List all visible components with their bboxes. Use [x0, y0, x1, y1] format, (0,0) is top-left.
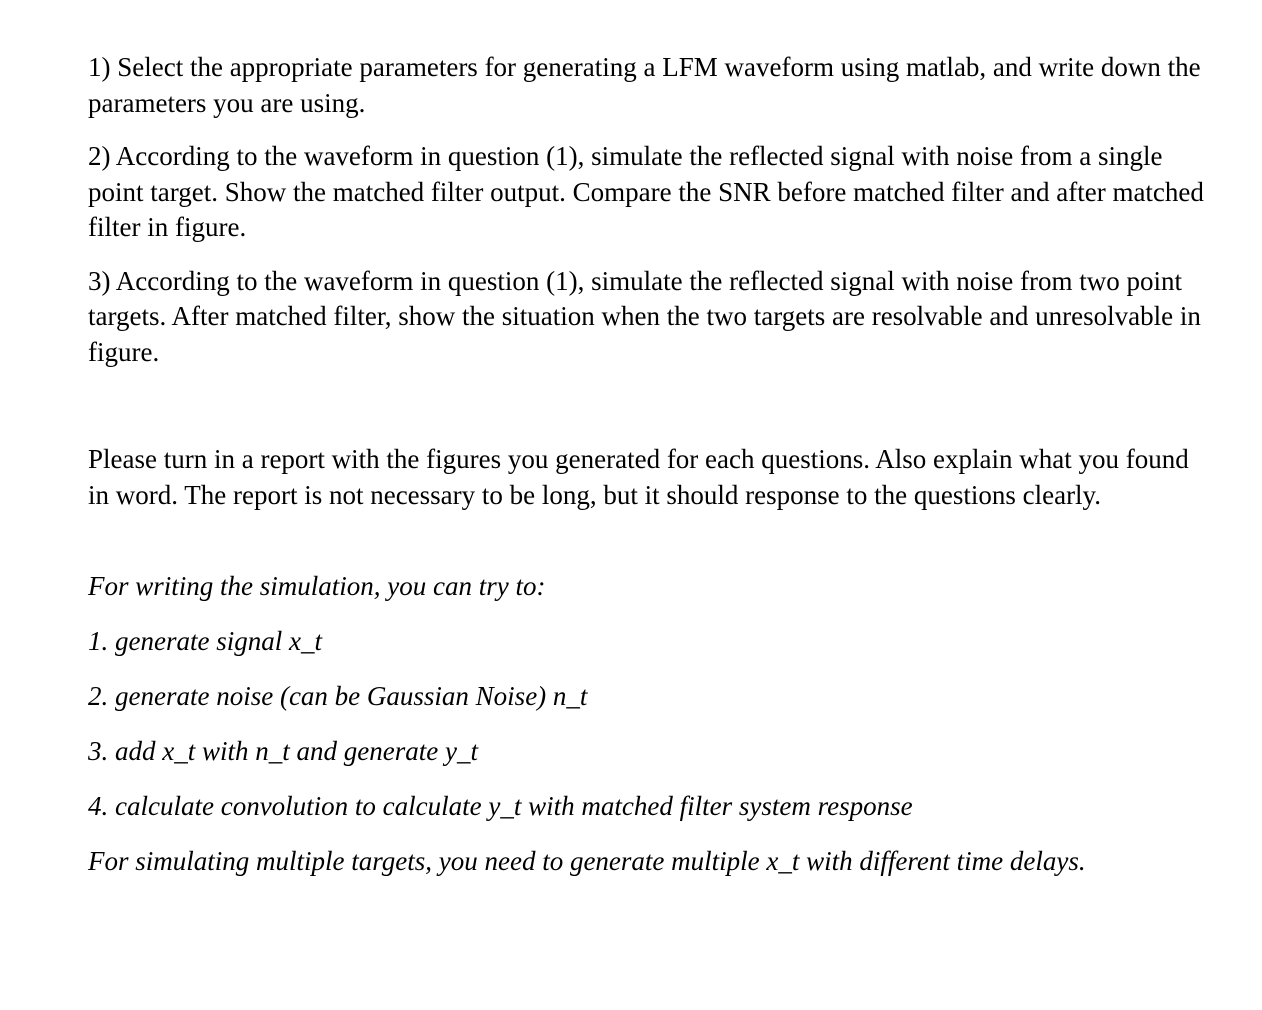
report-instructions: Please turn in a report with the figures you generated for each questions. Also explain what you found in word. The report is not necessary to be long, but it should response to the questions clearly. [88, 444, 1189, 510]
hint-multiple-targets: For simulating multiple targets, you need to generate multiple x_t with different time delays. [88, 846, 1086, 876]
hint-step-4: 4. calculate convolution to calculate y_t with matched filter system response [88, 791, 913, 821]
hints-intro: For writing the simulation, you can try to: [88, 571, 546, 601]
question-2: 2) According to the waveform in question (1), simulate the reflected signal with noise from a single point target. Show the matched filter output. Compare the SNR before matched filter and after matched filter in figure. [88, 141, 1204, 242]
hint-step-1: 1. generate signal x_t [88, 626, 322, 656]
question-3: 3) According to the waveform in question (1), simulate the reflected signal with noise from two point targets. After matched filter, show the situation when the two targets are resolvable and unresolvable in figure. [88, 265, 1201, 367]
hint-step-2: 2. generate noise (can be Gaussian Noise) n_t [88, 681, 588, 711]
hint-step-3: 3. add x_t with n_t and generate y_t [88, 736, 478, 766]
simulation-hints [88, 569, 1208, 899]
assignment-document [88, 50, 1208, 899]
question-1: 1) Select the appropriate parameters for generating a LFM waveform using matlab, and write down the parameters you are using. [88, 52, 1201, 118]
